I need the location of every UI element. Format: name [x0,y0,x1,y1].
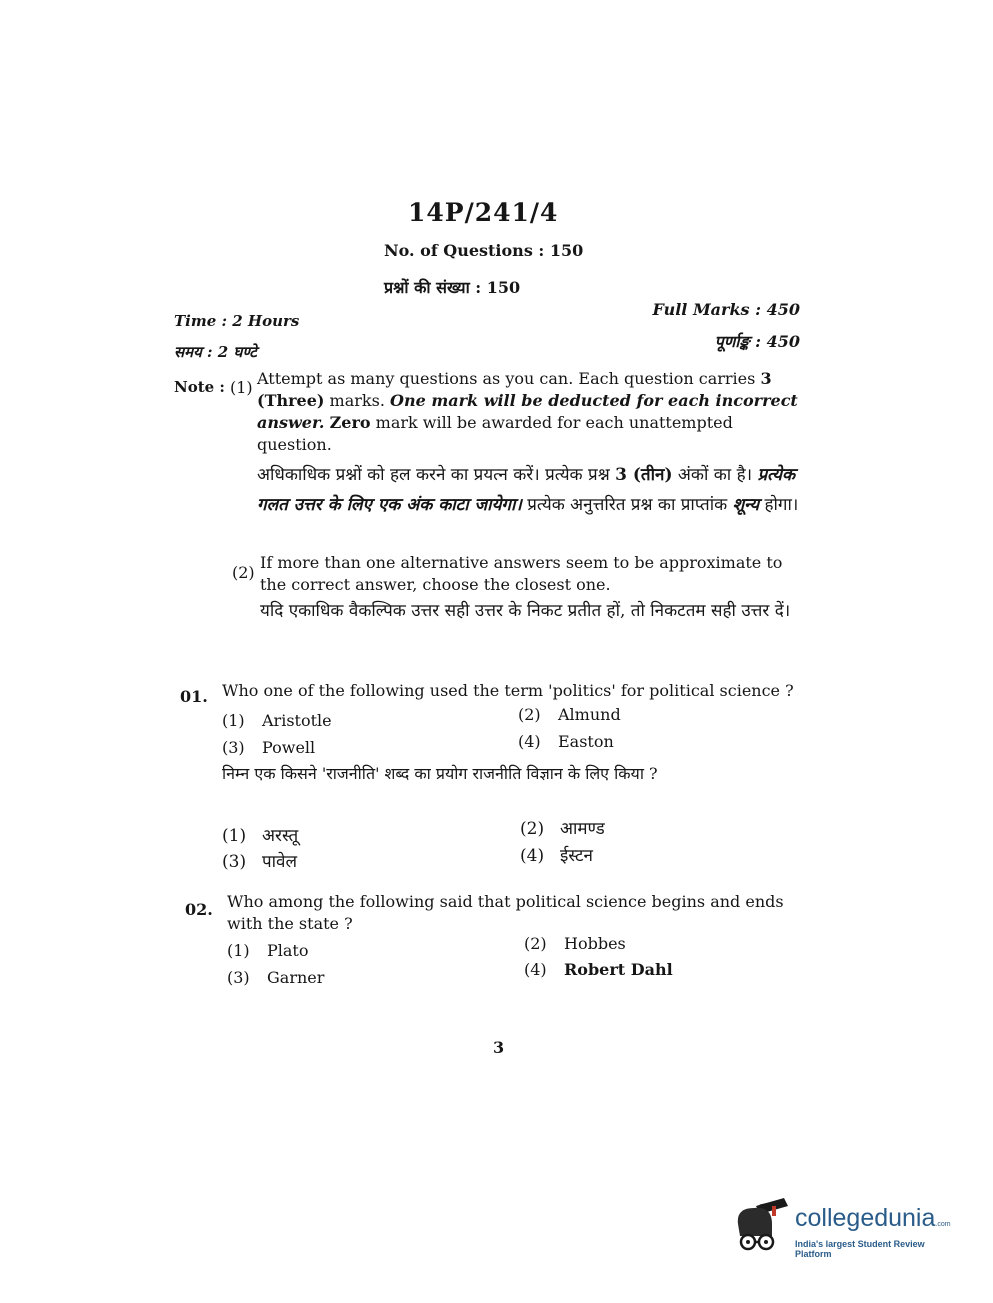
logo-wordmark: collegedunia.com [795,1204,951,1232]
question-number: 02. [185,900,213,919]
option-4-hindi: (4) ईस्टन [520,846,593,866]
note-2-english: If more than one alternative answers seem to be approximate to the correct answer, choose the closest one. [260,553,783,594]
time-allowed: Time : 2 Hours [174,312,300,330]
option-3: (3) Powell [222,738,316,757]
option-2: (2) Almund [518,705,621,724]
mascot-icon [732,1196,792,1262]
note-2-number: (2) [232,563,255,582]
full-marks-hindi: पूर्णाङ्क : 450 [714,332,800,351]
num-questions: No. of Questions : 150 [384,241,584,260]
option-3-hindi: (3) पावेल [222,852,298,872]
time-allowed-hindi: समय : 2 घण्टे [174,343,257,361]
option-2: (2) Hobbes [524,934,626,953]
question-text: Who among the following said that political science begins and ends with the state ? [227,892,784,933]
option-2-hindi: (2) आमण्ड [520,819,605,839]
paper-code: 14P/241/4 [408,198,559,227]
note-label: Note : [174,378,225,396]
logo-tagline: India's largest Student Review Platform [795,1239,925,1259]
collegedunia-logo [732,1196,962,1262]
note-1-english: Attempt as many questions as you can. Each question carries 3 (Three) marks. One mark will be deducted for each incorrect answer. Zero mark will be awarded for each unattempted question. [257,369,798,454]
option-4: (4) Robert Dahl [524,960,673,979]
question-number: 01. [180,687,208,706]
option-1-hindi: (1) अरस्तू [222,826,299,846]
full-marks: Full Marks : 450 [652,300,800,319]
page-number: 3 [493,1038,505,1057]
note-2-hindi: यदि एकाधिक वैकल्पिक उत्तर सही उत्तर के निकट प्रतीत हों, तो निकटतम सही उत्तर दें। [260,601,791,621]
option-1: (1) Plato [227,941,309,960]
num-questions-hindi: प्रश्नों की संख्या : 150 [384,278,521,297]
question-text: Who one of the following used the term 'politics' for political science ? [222,681,794,700]
question-text-hindi: निम्न एक किसने 'राजनीति' शब्द का प्रयोग राजनीति विज्ञान के लिए किया ? [222,764,658,783]
note-1-hindi: अधिकाधिक प्रश्नों को हल करने का प्रयत्न करें। प्रत्येक प्रश्न 3 (तीन) अंकों का है। प्रत्येक गलत उत्तर के लिए एक अंक काटा जायेगा। प्रत्येक अनुत्तरित प्रश्न का प्राप्तांक शून्य होगा। [257,465,799,515]
option-3: (3) Garner [227,968,325,987]
note-1-number: (1) [230,378,253,397]
option-4: (4) Easton [518,732,614,751]
option-1: (1) Aristotle [222,711,332,730]
